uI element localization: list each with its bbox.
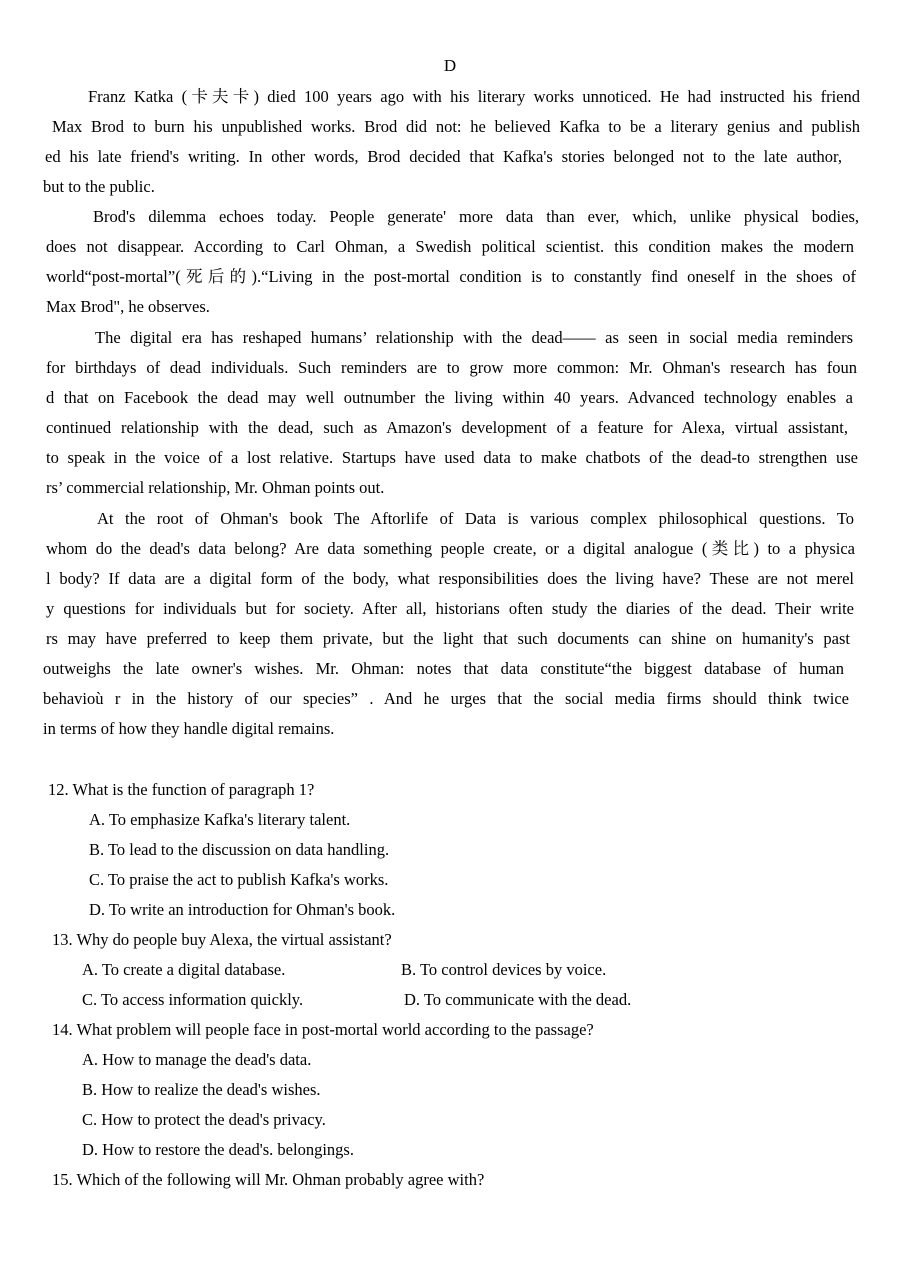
passage-line: Max Brod to burn his unpublished works. Brod did not: he believed Kafka to be a literary genius and publish xyxy=(52,117,860,136)
answer-option: B. To lead to the discussion on data handling. xyxy=(89,840,390,859)
answer-option: D. How to restore the dead's. belongings. xyxy=(82,1140,354,1159)
passage-line: rs may have preferred to keep them private, but the light that such documents can shine on humanity's past xyxy=(46,629,850,648)
passage-line: Franz Katka (卡夫卡) died 100 years ago with his literary works unnoticed. He had instructed his friend xyxy=(88,87,860,106)
passage-line: whom do the dead's data belong? Are data something people create, or a digital analogue (类比) to a physica xyxy=(46,539,855,558)
answer-option: A. To emphasize Kafka's literary talent. xyxy=(89,810,351,829)
answer-option: C. To access information quickly. xyxy=(82,990,304,1009)
question-stem: 13. Why do people buy Alexa, the virtual assistant? xyxy=(52,930,392,949)
passage-line: world“post-mortal”(死后的).“Living in the post-mortal condition is to constantly find oneself in the shoes of xyxy=(46,267,856,286)
passage-line: rs’ commercial relationship, Mr. Ohman points out. xyxy=(46,478,385,497)
question-stem: 14. What problem will people face in post-mortal world according to the passage? xyxy=(52,1020,594,1039)
passage-line: but to the public. xyxy=(43,177,155,196)
answer-option: D. To write an introduction for Ohman's book. xyxy=(89,900,396,919)
answer-option: A. To create a digital database. xyxy=(82,960,286,979)
question-stem: 12. What is the function of paragraph 1? xyxy=(48,780,315,799)
answer-option: C. How to protect the dead's privacy. xyxy=(82,1110,326,1129)
passage-line: y questions for individuals but for society. After all, historians often study the diaries of the dead. Their write xyxy=(46,599,854,618)
passage-line: Brod's dilemma echoes today. People generate' more data than ever, which, unlike physical bodies, xyxy=(93,207,859,226)
passage-line: in terms of how they handle digital remains. xyxy=(43,719,335,738)
passage-line: outweighs the late owner's wishes. Mr. Ohman: notes that data constitute“the biggest database of human xyxy=(43,659,844,678)
answer-option: C. To praise the act to publish Kafka's works. xyxy=(89,870,389,889)
passage-line: The digital era has reshaped humans’ relationship with the dead—— as seen in social media reminders xyxy=(95,328,853,347)
passage-line: for birthdays of dead individuals. Such reminders are to grow more common: Mr. Ohman's research has foun xyxy=(46,358,857,377)
answer-option: B. To control devices by voice. xyxy=(401,960,607,979)
passage-line: ed his late friend's writing. In other words, Brod decided that Kafka's stories belonged not to the late author, xyxy=(45,147,842,166)
passage-line: does not disappear. According to Carl Ohman, a Swedish political scientist. this condition makes the modern xyxy=(46,237,854,256)
answer-option: B. How to realize the dead's wishes. xyxy=(82,1080,321,1099)
passage-line: d that on Facebook the dead may well outnumber the living within 40 years. Advanced technology enables a xyxy=(46,388,853,407)
question-stem: 15. Which of the following will Mr. Ohman probably agree with? xyxy=(52,1170,485,1189)
answer-option: A. How to manage the dead's data. xyxy=(82,1050,312,1069)
passage-line: to speak in the voice of a lost relative. Startups have used data to make chatbots of the dead-to strengthen use xyxy=(46,448,858,467)
section-title: D xyxy=(443,56,457,75)
passage-line: l body? If data are a digital form of the body, what responsibilities does the living have? These are not merel xyxy=(46,569,854,588)
passage-line: At the root of Ohman's book The Aftorlife of Data is various complex philosophical questions. To xyxy=(97,509,854,528)
passage-line: behavioù r in the history of our species” . And he urges that the social media firms should think twice xyxy=(43,689,849,708)
answer-option: D. To communicate with the dead. xyxy=(404,990,632,1009)
passage-line: continued relationship with the dead, such as Amazon's development of a feature for Alexa, virtual assistant, xyxy=(46,418,848,437)
passage-line: Max Brod", he observes. xyxy=(46,297,210,316)
